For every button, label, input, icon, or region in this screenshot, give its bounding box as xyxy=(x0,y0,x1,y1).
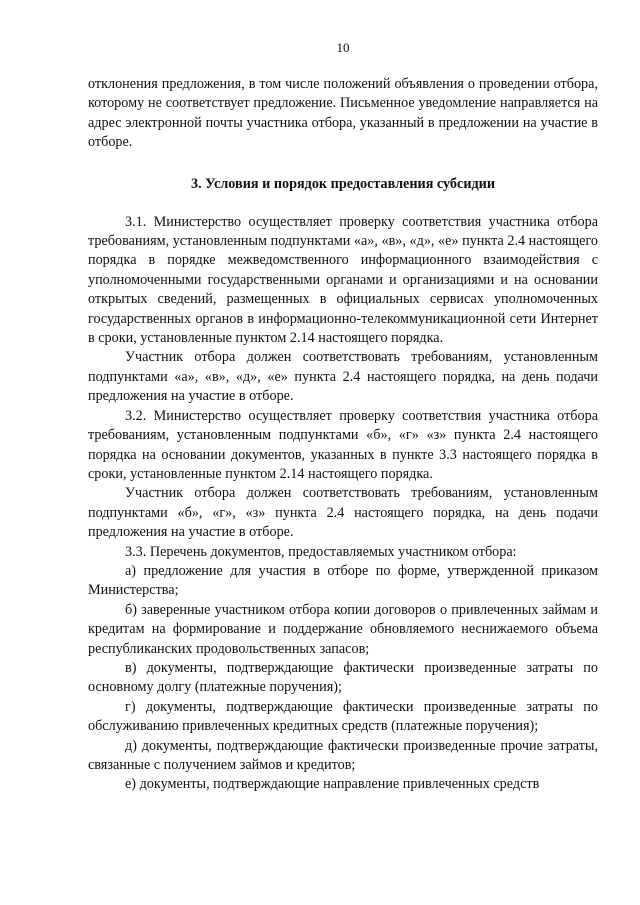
list-item-b: б) заверенные участником отбора копии договоров о привлеченных займам и кредитам на формирование и поддержание обновляемого неснижаемого объема республиканских продовольственных запасов; xyxy=(88,601,598,657)
paragraph-3-2: 3.2. Министерство осуществляет проверку соответствия участника отбора требованиям, установленным подпунктами «б», «г» «з» пункта 2.4 настоящего порядка на основании документов, указанных в пункте 3.3 настоящего порядка в сроки, установленные пунктом 2.14 настоящего порядка. xyxy=(88,407,598,482)
document-body xyxy=(88,75,598,795)
section-heading: 3. Условия и порядок предоставления субсидии xyxy=(190,175,496,192)
list-item-v: в) документы, подтверждающие фактически произведенные затраты по основному долгу (платежные поручения); xyxy=(88,659,598,696)
list-item-g: г) документы, подтверждающие фактически произведенные затраты по обслуживанию привлеченных кредитных средств (платежные поручения); xyxy=(88,698,598,735)
paragraph-continuation: отклонения предложения, в том числе положений объявления о проведении отбора, которому не соответствует предложение. Письменное уведомление направляется на адрес электронной почты участника отбора, указанный в предложении на участие в отборе. xyxy=(88,76,598,151)
list-item-a: а) предложение для участия в отборе по форме, утвержденной приказом Министерства; xyxy=(88,562,598,599)
paragraph-3-1: 3.1. Министерство осуществляет проверку соответствия участника отбора требованиям, установленным подпунктами «а», «в», «д», «е» пункта 2.4 настоящего порядка в порядке межведомственного информационного взаимодействия с уполномоченными государственными органами и организациями и на основании открытых сведений, размещенных в официальных сервисах уполномоченных государственных органов в информационно-телекоммуникационной сети Интернет в сроки, установленные пунктом 2.14 настоящего порядка. xyxy=(88,213,598,347)
document-page xyxy=(88,0,598,905)
list-item-d: д) документы, подтверждающие фактически произведенные прочие затраты, связанные с получением займов и кредитов; xyxy=(88,737,598,773)
list-item-e: е) документы, подтверждающие направление привлеченных средств xyxy=(125,776,540,793)
paragraph-3-2-requirements: Участник отбора должен соответствовать требованиям, установленным подпунктами «б», «г», «з» пункта 2.4 настоящего порядка, на день подачи предложения на участие в отборе. xyxy=(88,485,598,541)
paragraph-3-1-requirements: Участник отбора должен соответствовать требованиям, установленным подпунктами «а», «в», «д», «е» пункта 2.4 настоящего порядка, на день подачи предложения на участие в отборе. xyxy=(88,349,598,405)
page-number: 10 xyxy=(336,40,350,55)
paragraph-3-3: 3.3. Перечень документов, предоставляемых участником отбора: xyxy=(125,543,517,560)
